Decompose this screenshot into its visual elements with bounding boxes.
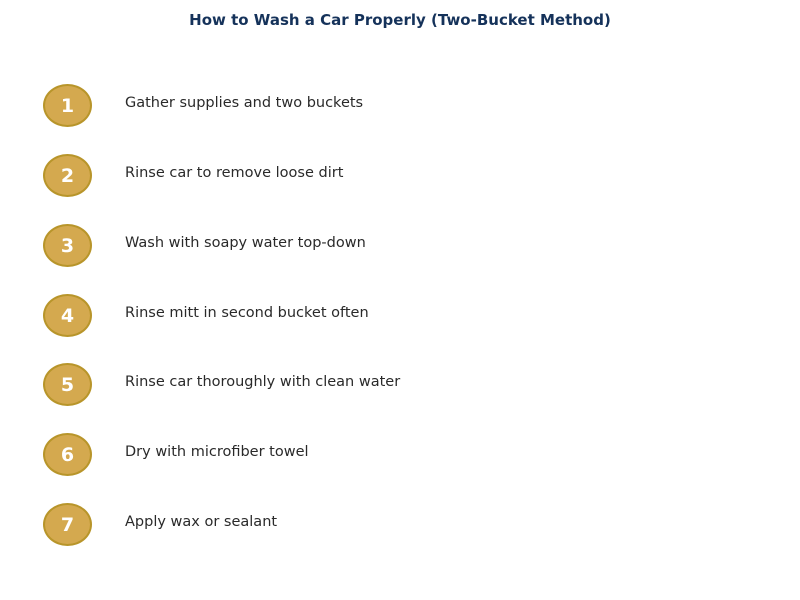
step-number-badge: 1 [43,84,92,127]
step-number-badge: 6 [43,433,92,476]
page-title: How to Wash a Car Properly (Two-Bucket Method) [189,11,611,29]
step-7 [43,503,643,547]
step-number-badge: 7 [43,503,92,546]
step-label: Rinse mitt in second bucket often [125,305,369,321]
step-number-badge: 3 [43,224,92,267]
step-number-badge: 5 [43,363,92,406]
step-label: Gather supplies and two buckets [125,95,364,111]
step-3 [43,224,643,268]
step-label: Wash with soapy water top-down [125,235,366,251]
step-label: Rinse car to remove loose dirt [125,165,344,181]
step-label: Rinse car thoroughly with clean water [125,374,401,390]
step-number-badge: 4 [43,294,92,337]
step-label: Apply wax or sealant [125,514,278,530]
step-label: Dry with microfiber towel [125,444,309,460]
step-2 [43,154,643,198]
step-4 [43,294,643,338]
step-6 [43,433,643,477]
step-1 [43,84,643,128]
step-number-badge: 2 [43,154,92,197]
step-5 [43,363,643,407]
